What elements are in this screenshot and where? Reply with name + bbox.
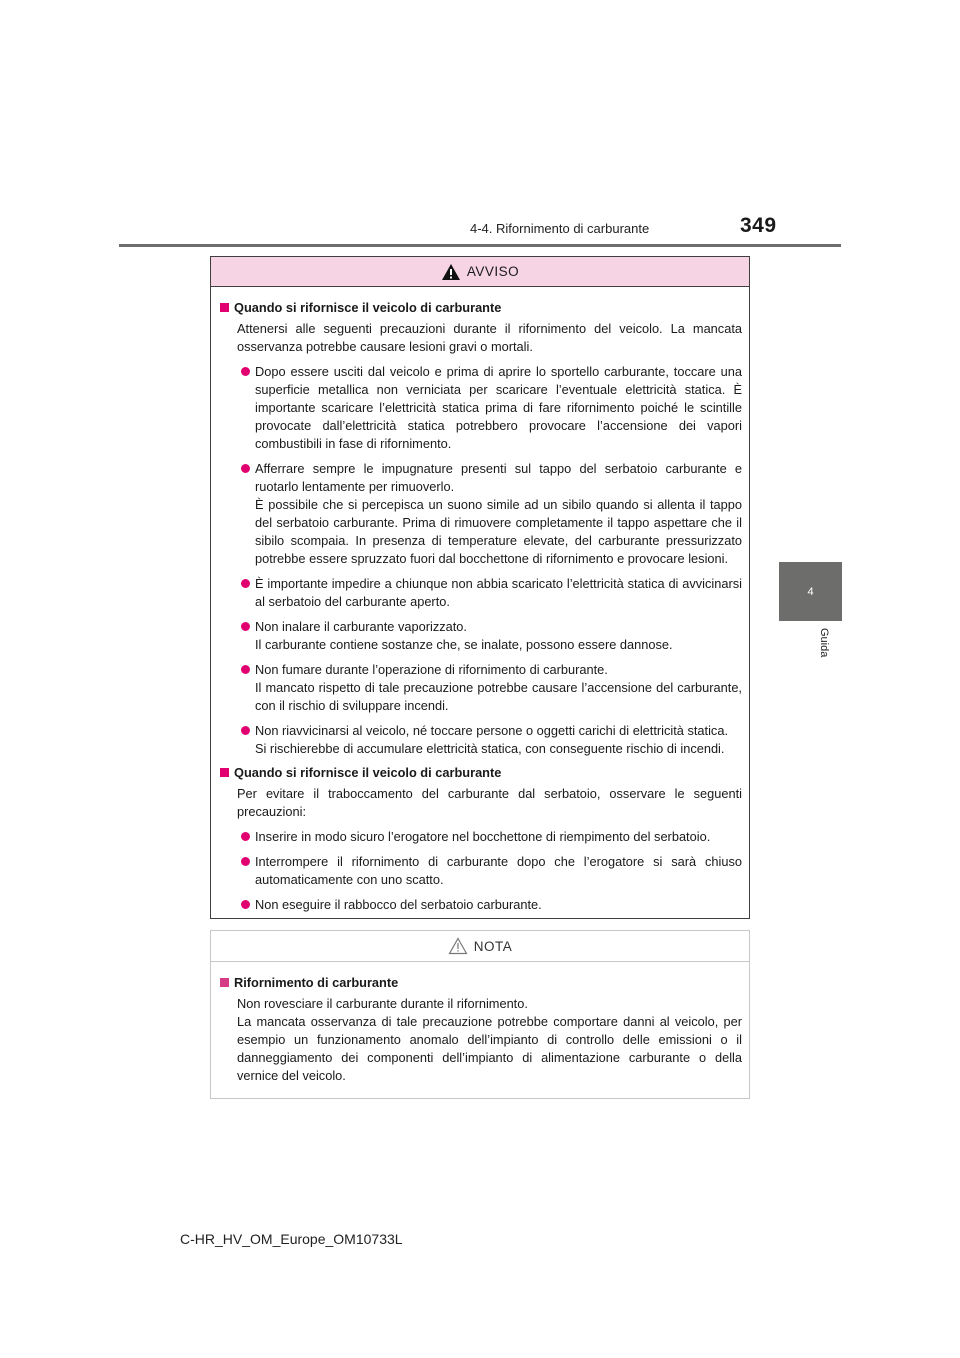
list-item <box>241 460 742 568</box>
list-item-line: Interrompere il rifornimento di carburante dopo che l’erogatore si sarà chiuso automaticamente con uno scatto. <box>255 854 742 887</box>
list-item <box>241 618 742 654</box>
heading-text: Quando si rifornisce il veicolo di carburante <box>234 765 502 780</box>
list-item <box>241 722 742 758</box>
round-bullet-icon <box>241 622 250 631</box>
round-bullet-icon <box>241 832 250 841</box>
list-item <box>241 363 742 453</box>
list-item-text <box>255 618 742 654</box>
warning-section-heading <box>219 764 742 782</box>
round-bullet-icon <box>241 726 250 735</box>
note-heading <box>219 974 742 992</box>
list-item-text <box>255 853 742 889</box>
heading-text: Quando si rifornisce il veicolo di carburante <box>234 300 502 315</box>
header-divider <box>119 244 841 247</box>
section-title: 4-4. Rifornimento di carburante <box>470 221 650 236</box>
section-intro: Per evitare il traboccamento del carburante dal serbatoio, osservare le seguenti precauzioni: <box>237 786 742 819</box>
round-bullet-icon <box>241 464 250 473</box>
list-item <box>241 575 742 611</box>
list-item-text <box>255 722 742 758</box>
list-item-line: Il mancato rispetto di tale precauzione potrebbe causare l’accensione del carburante, con il rischio di sviluppare incendi. <box>255 680 742 713</box>
round-bullet-icon <box>241 579 250 588</box>
warning-body <box>211 287 749 914</box>
list-item-text <box>255 828 742 846</box>
note-body <box>211 962 749 1085</box>
section-intro: Attenersi alle seguenti precauzioni durante il rifornimento del veicolo. La mancata osservanza potrebbe causare lesioni gravi o mortali. <box>237 321 742 354</box>
round-bullet-icon <box>241 857 250 866</box>
caution-triangle-icon <box>448 937 468 955</box>
warning-box <box>210 256 750 919</box>
warning-triangle-icon <box>441 263 461 281</box>
warning-list <box>219 363 742 758</box>
warning-section-heading <box>219 299 742 317</box>
list-item-text <box>255 661 742 715</box>
note-box <box>210 930 750 1099</box>
list-item <box>241 661 742 715</box>
list-item-line: Si rischierebbe di accumulare elettricità statica, con conseguente rischio di incendi. <box>255 741 725 756</box>
warning-header <box>211 257 749 287</box>
list-item <box>241 896 742 914</box>
list-item-line: Non fumare durante l’operazione di rifornimento di carburante. <box>255 662 608 677</box>
warning-list <box>219 828 742 914</box>
list-item <box>241 828 742 846</box>
list-item-line: È importante impedire a chiunque non abbia scaricato l’elettricità statica di avvicinarsi al serbatoio del carburante aperto. <box>255 576 742 609</box>
document-code: C-HR_HV_OM_Europe_OM10733L <box>180 1231 403 1247</box>
round-bullet-icon <box>241 367 250 376</box>
square-bullet-icon <box>220 303 229 312</box>
list-item-text <box>255 363 742 453</box>
note-line: Non rovesciare il carburante durante il rifornimento. <box>237 996 528 1011</box>
page-number: 349 <box>740 214 777 237</box>
note-title: NOTA <box>473 938 513 954</box>
list-item-line: Il carburante contiene sostanze che, se inalate, possono essere dannose. <box>255 637 673 652</box>
list-item-text <box>255 896 742 914</box>
list-item-text <box>255 575 742 611</box>
list-item-line: Non riavvicinarsi al veicolo, né toccare persone o oggetti carichi di elettricità statica. <box>255 723 728 738</box>
list-item-line: Non inalare il carburante vaporizzato. <box>255 619 467 634</box>
round-bullet-icon <box>241 900 250 909</box>
chapter-tab <box>779 562 842 621</box>
list-item-line: Afferrare sempre le impugnature presenti sul tappo del serbatoio carburante e ruotarlo lentamente per rimuoverlo. <box>255 461 742 494</box>
warning-title: AVVISO <box>466 264 520 279</box>
list-item-line: È possibile che si percepisca un suono simile ad un sibilo quando si allenta il tappo del serbatoio carburante. Prima di rimuovere completamente il tappo aspettare che il sibilo scompaia. In presenza di temperature elevate, del carburante pressurizzato potrebbe essere spruzzato fuori dal bocchettone di rifornimento e provocare lesioni. <box>255 497 742 566</box>
round-bullet-icon <box>241 665 250 674</box>
list-item-line: Inserire in modo sicuro l’erogatore nel bocchettone di riempimento del serbatoio. <box>255 829 711 844</box>
chapter-number: 4 <box>807 585 814 598</box>
heading-text: Rifornimento di carburante <box>234 975 399 990</box>
list-item-line: Dopo essere usciti dal veicolo e prima di aprire lo sportello carburante, toccare una superficie metallica non verniciata per scaricare l’eventuale elettricità statica. È importante scaricare l’elettricità statica prima di fare rifornimento poiché le scintille provocate dall’elettricità statica potrebbero provocare l’accensione dei vapori combustibili in fase di rifornimento. <box>255 364 742 451</box>
note-header <box>211 931 749 962</box>
square-bullet-icon <box>220 978 229 987</box>
list-item <box>241 853 742 889</box>
list-item-text <box>255 460 742 568</box>
chapter-label: Guida <box>818 628 830 658</box>
list-item-line: Non eseguire il rabbocco del serbatoio carburante. <box>255 897 542 912</box>
note-line: La mancata osservanza di tale precauzione potrebbe comportare danni al veicolo, per esempio un funzionamento anomalo dell’impianto di controllo delle emissioni o il danneggiamento dei componenti dell’impianto di alimentazione carburante o della vernice del veicolo. <box>237 1014 742 1083</box>
square-bullet-icon <box>220 768 229 777</box>
